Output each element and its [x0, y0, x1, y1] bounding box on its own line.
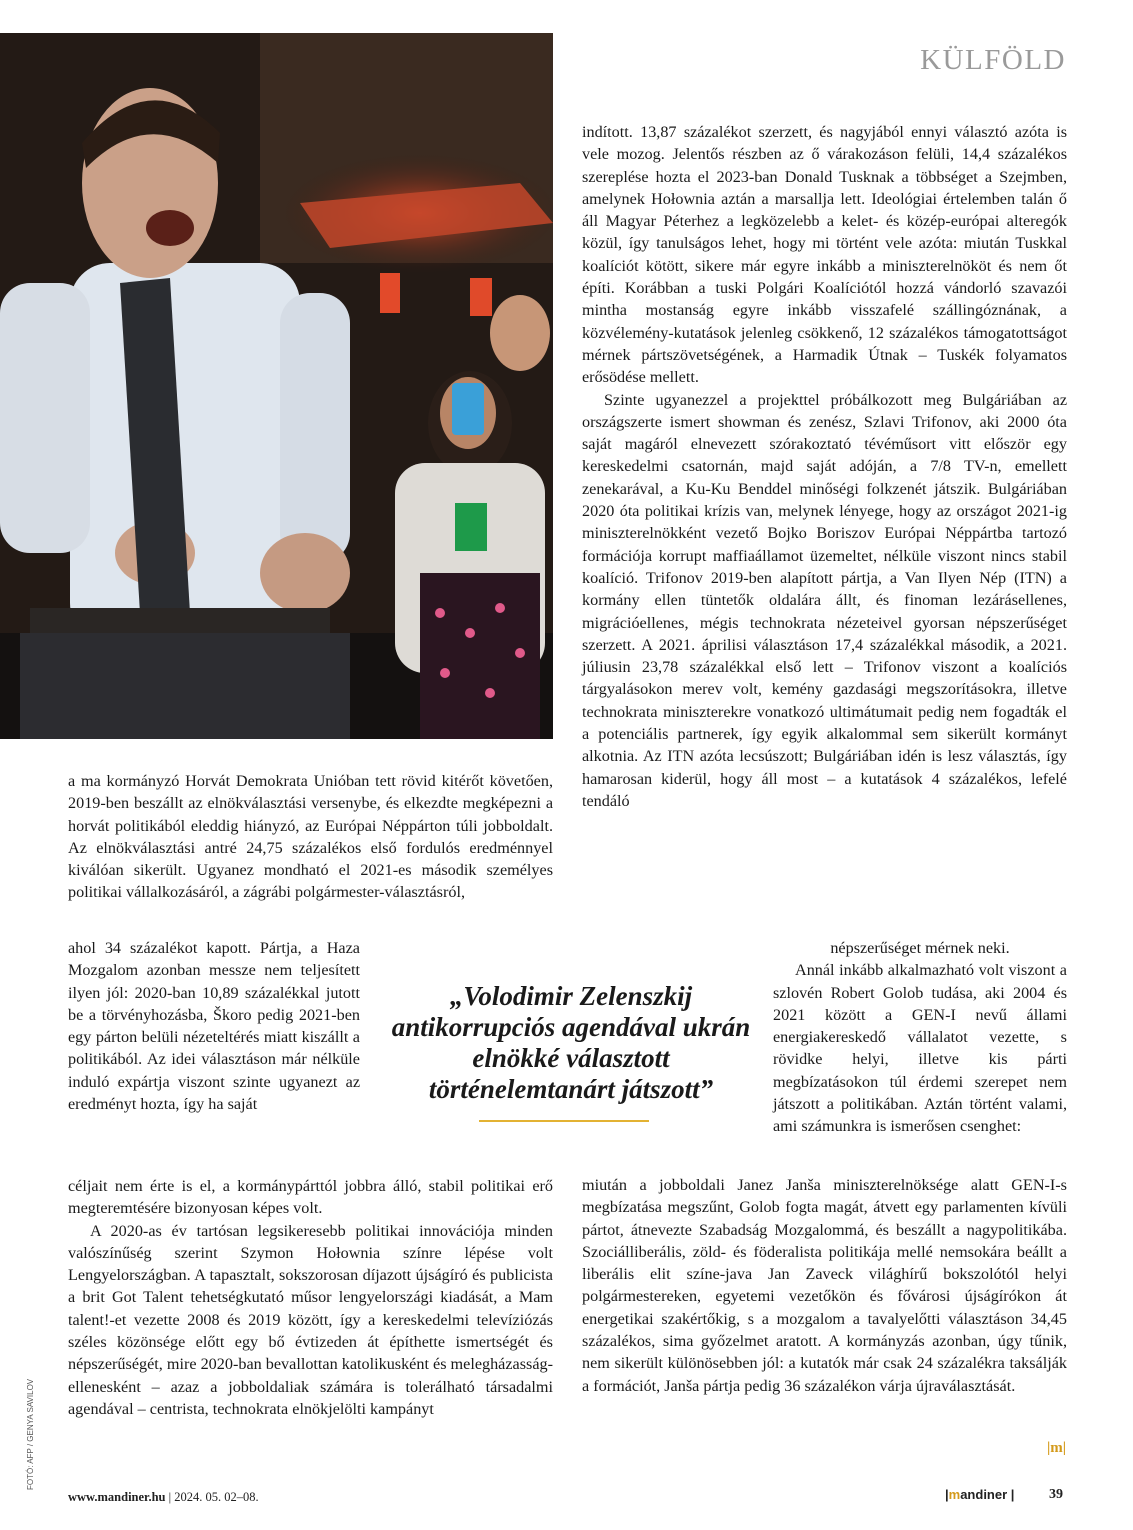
end-mark: |m|: [1047, 1440, 1067, 1456]
footer-brand: [945, 1487, 1014, 1502]
photo-credit: FOTÓ: AFP / GENYA SAVILOV: [26, 1378, 35, 1490]
pull-quote: „Volodimir Zelenszkij antikorrupciós agendával ukrán elnökké választott történelemtanárt játszott”: [391, 981, 751, 1104]
paragraph: a ma kormányzó Horvát Demokrata Unióban tett rövid kitérőt követően, 2019-ben beszállt az elnökválasztási versenybe, és elkezdte megképezni a horvát politikából eleddig hiányzó, az Európai Néppárton túli jobboldalt. Az elnökválasztási antré 24,75 százalékos első fordulós eredménnyel kiválóan sikerült. Ugyanez mondható el 2021-es második személyes politikai vállalkozásáról, a zágrábi polgármester-választásról,: [68, 772, 553, 902]
footer-left: [68, 1490, 259, 1505]
section-title: KÜLFÖLD: [920, 44, 1066, 76]
paragraph: indított. 13,87 százalékot szerzett, és nagyjából ennyi választó azóta is vele mozog. Jelentős részben az ő várakozáson felüli, 14,4 százalékos szereplése hozta el 2023-ban Donald Tusknak a többséget a Szejmben, amelynek Hołownia aztán a marsallja lett. Ideológiai értelemben talán ő áll Magyar Péterhez a legközelebb a kelet- és közép-európai alteregók közül, így tanulságos lehet, hogy mi történt vele azóta: miután Tuskkal koalíciót kötött, sikere már egyre inkább a miniszterelnököt és nem őt építi. Korábban a tuski Polgári Koalíciótól hozzá vándorló szavazói mintha mostanság egyre inkább visszafelé szállingóznának, a közvélemény-kutatások jelenleg csökkenő, 12 százalékos támogatottságot mérnek pártszövetségének, a Harmadik Útnak – Tuskék folyamatos erősödése mellett.: [582, 123, 1067, 387]
paragraph: Szinte ugyanezzel a projekttel próbálkozott meg Bulgáriában az országszerte ismert showman és zenész, Szlavi Trifonov, aki 2000 óta saját magáról elnevezett szórakoztató tévéműsort vitt először egy kereskedelmi csatornán, majd saját adóján, a 7/8 TV-n, emellett zenekarával, a Ku-Ku Benddel minőségi folkzenét játszik. Bulgáriában 2020 óta politikai krízis van, melynek lényege, hogy az országot 2021-ig miniszterelnökként vezető Bojko Boriszov Európai Néppártba tartozó formációja korrupt maffiaállamot üzemeltet, nélküle viszont nincs stabil koalíció. Trifonov 2019-ben alapított pártja, a Van Ilyen Nép (ITN) a kormány ellen tüntetők oldalára állt, és finoman lezárásellenes, migrációellenes, mégis technokrata nézeteivel gyorsan népszerűséget szerzett. A 2021. áprilisi választáson 17,4 százalékkal második, a 2021. júliusin 23,78 százalékkal első lett – Trifonov viszont a koalíciós tárgyalásokon merev volt, kemény gazdasági megszorításokra, illetve technokrata miniszterekre vonatkozó ultimátumait pedig nem fogadták el a potenciális partnerek, így egyik alkalommal sem sikerült kormányt alkotnia. Az ITN azóta lecsúszott; Bulgáriában idén is lesz választás, így hamarosan kiderül, hogy áll most – a kutatások 4 százalékos, lefelé tendáló: [582, 390, 1067, 810]
brand-m: m: [948, 1487, 961, 1502]
article-photo: [0, 33, 553, 739]
paragraph: Annál inkább alkalmazható volt viszont a szlovén Robert Golob tudása, aki 2004 és 2021 között a GEN-I nevű állami energiakereskedő vállalatot vezette, s rövidke helyi, illetve kis párti megbízatásokon túl érdemi szerepet nem játszott a politikában. Aztán történt valami, ami számunkra is ismerősen csenghet:: [773, 961, 1067, 1136]
right-column-middle: [773, 937, 1067, 1138]
left-column-bottom: [68, 1175, 553, 1420]
paragraph: ahol 34 százalékot kapott. Pártja, a Haza Mozgalom azonban messze nem teljesített ilyen jól: 2020-ban 10,89 százalékkal jutott be a törvényhozásba, Škoro pedig 2021-ben egy párton belüli nézeteltérés miatt kiszállt a politikából. Az idei választáson már nélküle induló expártja viszont szinte ugyanezt az eredményt hozta, így ha saját: [68, 939, 360, 1114]
brand-rest: andiner |: [960, 1487, 1015, 1502]
paragraph: népszerűséget mérnek neki.: [830, 939, 1010, 957]
pull-quote-divider: [479, 1120, 649, 1122]
page-number: 39: [1049, 1487, 1063, 1502]
paragraph: céljait nem érte is el, a kormánypárttól jobbra álló, stabil politikai erő megteremtésére bizonyosan képes volt.: [68, 1177, 553, 1218]
right-column-top: [582, 121, 1067, 812]
left-column-top: [68, 770, 553, 904]
left-column-middle: [68, 937, 360, 1115]
brand-bar: |: [945, 1487, 949, 1502]
footer-url: www.mandiner.hu: [68, 1490, 166, 1504]
footer-date: | 2024. 05. 02–08.: [168, 1490, 259, 1504]
right-column-bottom: [582, 1174, 1067, 1397]
paragraph: A 2020-as év tartósan legsikeresebb politikai innovációja minden valószínűség szerint Szymon Hołownia színre lépése volt Lengyelországban. A tapasztalt, sokszorosan díjazott újságíró és publicista a brit Got Talent tehetségkutató műsor lengyelországi kiadását, a Mam talent!-et vezette 2008 és 2019 között, így a kereskedelmi televíziózás széles közönsége előtt egy bő évtizeden át építhette ismertségét és népszerűségét, mire 2020-ban bevallottan katolikusként és melegházasság-ellenesként – azaz a jobboldaliak számára is tolerálható társadalmi agendával – centrista, technokrata elnökjelölti kampányt: [68, 1221, 554, 1418]
paragraph: miután a jobboldali Janez Janša miniszterelnöksége alatt GEN-I-s megbízatása megszűnt, Golob fogta magát, átvett egy parlamenten kívüli pártot, átnevezte Szabadság Mozgalommá, és beszállt a nagypolitikába. Szociálliberális, zöld- és föderalista politikája mellé nemsokára beállt a liberális elit színe-java Jan Zaveck világhírű bokszolótól helyi polgármestereken, egyetemi vezetőkön és fővárosi újságírókon át energetikai szakértőkig, s a mozgalom a tavalyelőtti választáson 34,45 százalékos, sima győzelmet aratott. A kormányzás azonban, úgy tűnik, nem sikerült különösebben jól: a kutatók már csak 24 százalékra taksálják a formációt, Janša pártja pedig 36 százalékon várja újraválasztását.: [582, 1176, 1067, 1395]
